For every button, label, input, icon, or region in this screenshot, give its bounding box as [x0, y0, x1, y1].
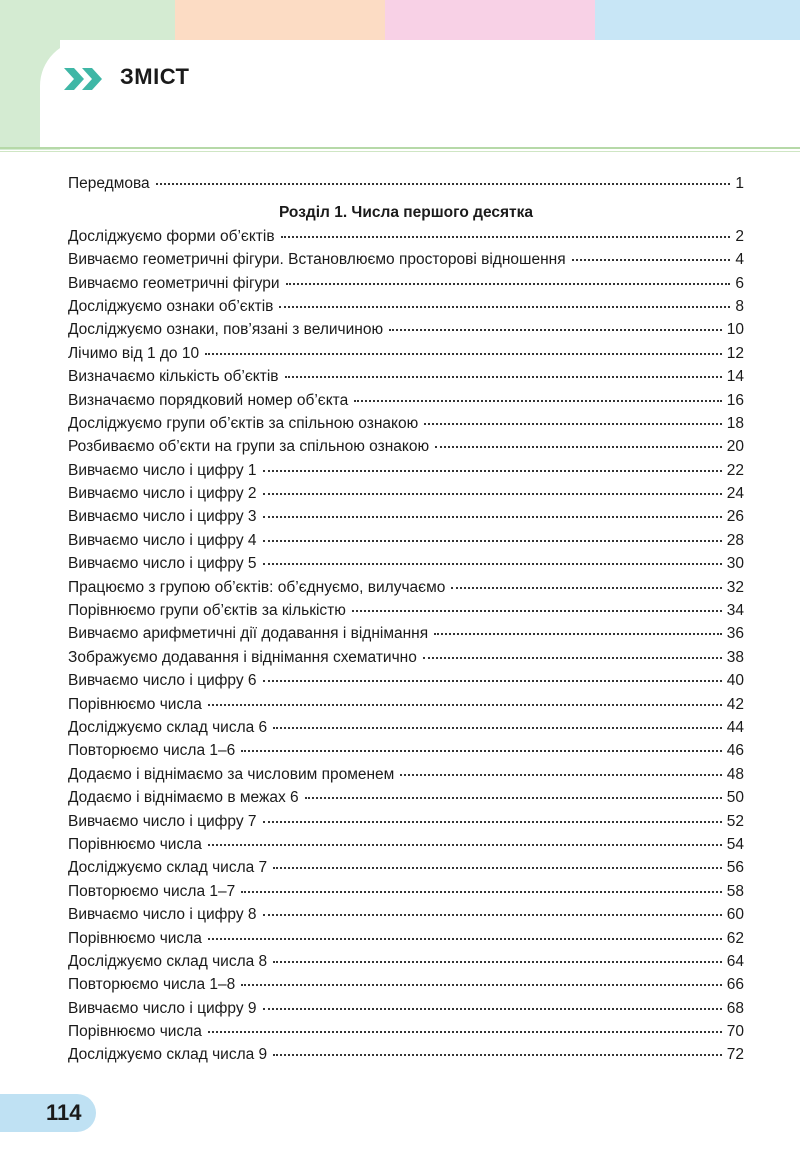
toc-item-row[interactable]: [68, 693, 744, 716]
page-number: 114: [46, 1100, 82, 1125]
toc-item-title: Додаємо і віднімаємо за числовим променем: [68, 765, 395, 783]
toc-item-title: Порівнюємо числа: [68, 1023, 202, 1041]
toc-item-row[interactable]: [68, 786, 744, 809]
toc-item-row[interactable]: [68, 833, 744, 856]
toc-leader-dots: [205, 353, 722, 355]
toc-item-page: 40: [726, 672, 744, 690]
toc-leader-dots: [208, 844, 722, 846]
toc-item-title: Досліджуємо ознаки об’єктів: [68, 297, 274, 315]
toc-item-row[interactable]: [68, 529, 744, 552]
toc-item-title: Досліджуємо склад числа 6: [68, 718, 268, 736]
toc-leader-dots: [400, 774, 721, 776]
toc-item-title: Досліджуємо групи об’єктів за спільною ознакою: [68, 414, 419, 432]
toc-leader-dots: [156, 183, 731, 185]
toc-item-page: 72: [726, 1046, 744, 1064]
toc-leader-dots: [451, 587, 721, 589]
toc-item-title: Вивчаємо число і цифру 6: [68, 672, 257, 690]
toc-leader-dots: [263, 914, 722, 916]
toc-leader-dots: [279, 306, 730, 308]
toc-item-page: 16: [726, 391, 744, 409]
toc-leader-dots: [241, 750, 721, 752]
toc-leader-dots: [352, 610, 722, 612]
toc-item-title: Досліджуємо ознаки, пов’язані з величиною: [68, 321, 384, 339]
toc-item-title: Досліджуємо форми об’єктів: [68, 227, 275, 245]
toc-item-title: Передмова: [68, 175, 150, 192]
toc-item-row[interactable]: [68, 389, 744, 412]
toc-item-page: 30: [726, 555, 744, 573]
toc-item-title: Порівнюємо числа: [68, 929, 202, 947]
top-strip-blue: [595, 0, 800, 40]
toc-item-page: 64: [726, 952, 744, 970]
toc-leader-dots: [241, 891, 721, 893]
toc-item-title: Повторюємо числа 1–8: [68, 976, 236, 994]
toc-item-row[interactable]: [68, 482, 744, 505]
toc-leader-dots: [434, 633, 722, 635]
toc-item-title: Вивчаємо число і цифру 8: [68, 906, 257, 924]
toc-item-page: 12: [726, 344, 744, 362]
toc-leader-dots: [263, 516, 722, 518]
toc-leader-dots: [263, 493, 722, 495]
toc-item-page: 10: [726, 321, 744, 339]
toc-item-page: 50: [726, 789, 744, 807]
toc-item-page: 58: [726, 882, 744, 900]
toc-item-page: 52: [726, 812, 744, 830]
toc-item-title: Вивчаємо число і цифру 5: [68, 555, 257, 573]
toc-item-page: 60: [726, 906, 744, 924]
toc-item-row[interactable]: [68, 365, 744, 388]
toc-leader-dots: [263, 821, 722, 823]
toc-leader-dots: [263, 470, 722, 472]
toc-item-page: 14: [726, 368, 744, 386]
toc-item-row[interactable]: [68, 880, 744, 903]
toc-item-title: Працюємо з групою об’єктів: об’єднуємо, вилучаємо: [68, 578, 446, 596]
toc-item-row[interactable]: [68, 342, 744, 365]
toc-item-page: 54: [726, 835, 744, 853]
toc-leader-dots: [208, 938, 722, 940]
toc-item-title: Вивчаємо число і цифру 2: [68, 485, 257, 503]
toc-item-row[interactable]: [68, 552, 744, 575]
toc-item-row[interactable]: [68, 459, 744, 482]
toc-item-row[interactable]: [68, 856, 744, 879]
double-chevron-right-icon: [62, 66, 104, 92]
toc-item-row[interactable]: [68, 927, 744, 950]
toc-item-title: Додаємо і віднімаємо в межах 6: [68, 789, 299, 807]
toc-item-row[interactable]: [68, 1043, 744, 1066]
toc-leader-dots: [263, 680, 722, 682]
toc-item-row[interactable]: [68, 505, 744, 528]
toc-item-row[interactable]: [68, 763, 744, 786]
toc-leader-dots: [263, 540, 722, 542]
toc-item-title: Порівнюємо числа: [68, 695, 202, 713]
toc-item-row[interactable]: [68, 669, 744, 692]
toc-item-page: 32: [726, 578, 744, 596]
toc-item-page: 8: [735, 297, 744, 315]
toc-item-title: Лічимо від 1 до 10: [68, 344, 200, 362]
toc-item-title: Вивчаємо геометричні фігури: [68, 274, 280, 292]
toc-item-page: 44: [726, 718, 744, 736]
toc-item-page: 36: [726, 625, 744, 643]
header-divider-thin: [0, 151, 800, 152]
toc-leader-dots: [273, 867, 722, 869]
toc-item-page: 1: [735, 175, 744, 192]
toc-item-row[interactable]: [68, 576, 744, 599]
toc-item-title: Досліджуємо склад числа 8: [68, 952, 268, 970]
toc-leader-dots: [389, 329, 722, 331]
toc-item-row[interactable]: [68, 599, 744, 622]
toc-item-row[interactable]: [68, 950, 744, 973]
toc-item-page: 68: [726, 999, 744, 1017]
toc-item-row[interactable]: [68, 646, 744, 669]
toc-item-list: [68, 225, 744, 1067]
toc-leader-dots: [305, 797, 722, 799]
toc-item-row[interactable]: [68, 435, 744, 458]
toc-item-row[interactable]: [68, 903, 744, 926]
toc-section-heading: Розділ 1. Числа першого десятка: [278, 204, 534, 222]
page-title: ЗМІСТ: [120, 64, 190, 89]
toc-item-title: Зображуємо додавання і віднімання схематично: [68, 648, 417, 666]
toc-leader-dots: [435, 446, 722, 448]
toc-item-page: 20: [726, 438, 744, 456]
toc-leader-dots: [354, 400, 722, 402]
toc-item-row[interactable]: [68, 295, 744, 318]
toc-leader-dots: [424, 423, 722, 425]
toc-item-row[interactable]: [68, 973, 744, 996]
toc-item-page: 26: [726, 508, 744, 526]
toc-item-page: 4: [735, 251, 744, 269]
top-color-strips: [0, 0, 800, 40]
toc-item-title: Повторюємо числа 1–7: [68, 882, 236, 900]
toc-leader-dots: [281, 236, 731, 238]
toc-item-title: Розбиваємо об’єкти на групи за спільною ознакою: [68, 438, 430, 456]
top-strip-peach: [175, 0, 385, 40]
toc-leader-dots: [273, 961, 722, 963]
toc-item-page: 66: [726, 976, 744, 994]
toc-leader-dots: [423, 657, 722, 659]
toc-item-row[interactable]: [68, 272, 744, 295]
toc-item-title: Вивчаємо число і цифру 1: [68, 461, 257, 479]
toc-leader-dots: [208, 704, 722, 706]
toc-item-title: Вивчаємо арифметичні дії додавання і віднімання: [68, 625, 429, 643]
toc-item-page: 62: [726, 929, 744, 947]
header-divider: [0, 147, 800, 149]
toc-item-title: Порівнюємо числа: [68, 835, 202, 853]
toc-leader-dots: [572, 259, 731, 261]
toc-leader-dots: [273, 727, 722, 729]
toc-item-page: 2: [735, 227, 744, 245]
toc-item-title: Вивчаємо число і цифру 7: [68, 812, 257, 830]
toc-item-row[interactable]: [68, 716, 744, 739]
toc-leader-dots: [286, 283, 731, 285]
toc-item-page: 42: [726, 695, 744, 713]
toc-leader-dots: [285, 376, 722, 378]
toc-item-title: Визначаємо порядковий номер об’єкта: [68, 391, 349, 409]
toc-item-page: 38: [726, 648, 744, 666]
table-of-contents: [68, 172, 744, 1067]
toc-leader-dots: [241, 984, 721, 986]
toc-item-title: Визначаємо кількість об’єктів: [68, 368, 279, 386]
toc-item-row[interactable]: [68, 248, 744, 271]
toc-intro-row[interactable]: [68, 172, 744, 195]
toc-item-title: Порівнюємо групи об’єктів за кількістю: [68, 602, 346, 620]
toc-item-page: 48: [726, 765, 744, 783]
toc-item-title: Вивчаємо число і цифру 4: [68, 531, 257, 549]
toc-item-page: 28: [726, 531, 744, 549]
toc-item-title: Вивчаємо геометричні фігури. Встановлюємо просторові відношення: [68, 251, 566, 269]
toc-item-title: Досліджуємо склад числа 9: [68, 1046, 268, 1064]
toc-leader-dots: [273, 1054, 722, 1056]
header-card: [40, 40, 800, 147]
toc-item-page: 46: [726, 742, 744, 760]
toc-item-row[interactable]: [68, 739, 744, 762]
toc-item-page: 70: [726, 1023, 744, 1041]
toc-item-page: 18: [726, 414, 744, 432]
toc-item-title: Повторюємо числа 1–6: [68, 742, 236, 760]
toc-item-page: 34: [726, 602, 744, 620]
top-strip-pink: [385, 0, 595, 40]
toc-item-page: 24: [726, 485, 744, 503]
toc-item-row[interactable]: [68, 810, 744, 833]
toc-item-row[interactable]: [68, 225, 744, 248]
toc-item-row[interactable]: [68, 622, 744, 645]
toc-item-page: 56: [726, 859, 744, 877]
toc-leader-dots: [263, 1008, 722, 1010]
toc-item-page: 22: [726, 461, 744, 479]
toc-item-page: 6: [735, 274, 744, 292]
toc-item-row[interactable]: [68, 997, 744, 1020]
toc-item-row[interactable]: [68, 1020, 744, 1043]
top-strip-green: [0, 0, 175, 40]
toc-leader-dots: [208, 1031, 722, 1033]
toc-leader-dots: [263, 563, 722, 565]
toc-item-title: Досліджуємо склад числа 7: [68, 859, 268, 877]
toc-item-row[interactable]: [68, 412, 744, 435]
toc-item-title: Вивчаємо число і цифру 3: [68, 508, 257, 526]
toc-item-title: Вивчаємо число і цифру 9: [68, 999, 257, 1017]
toc-item-row[interactable]: [68, 318, 744, 341]
